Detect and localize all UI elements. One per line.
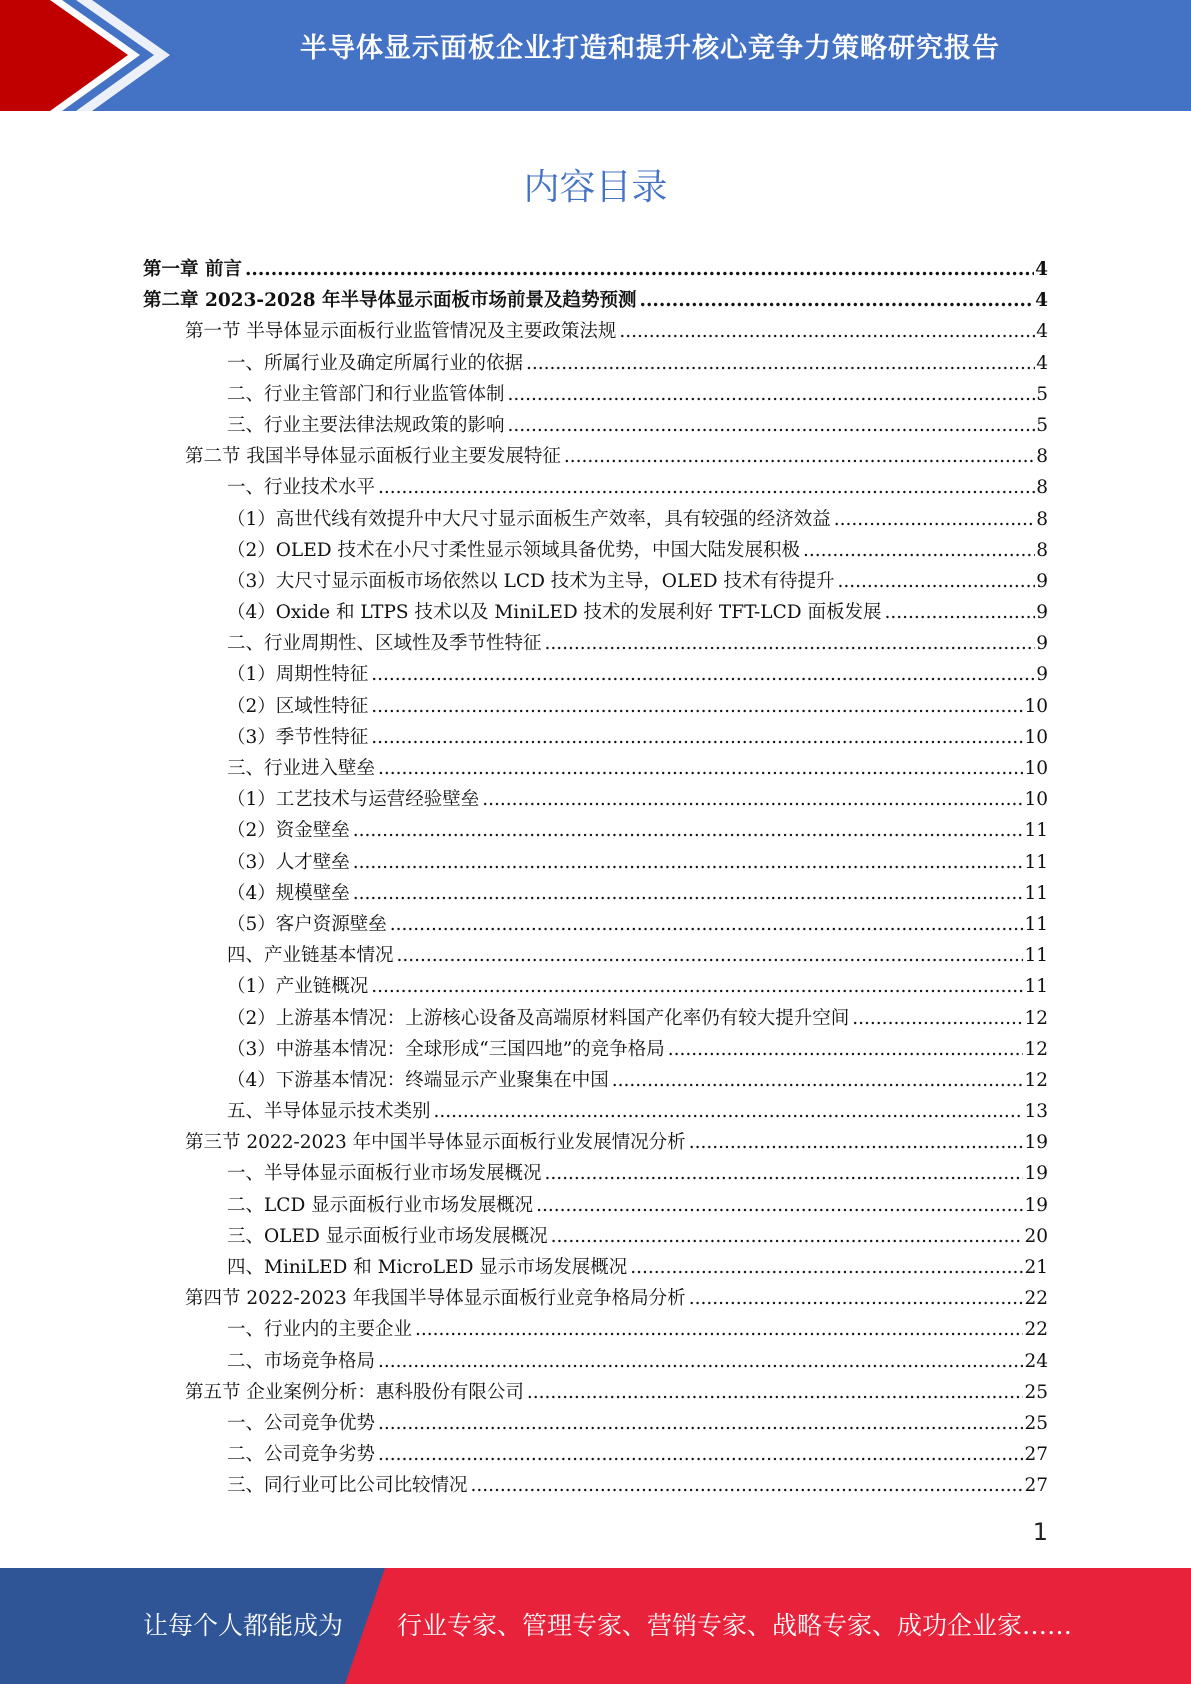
toc-entry-page: 11 <box>1024 820 1048 842</box>
toc-entry-page: 25 <box>1024 1412 1048 1434</box>
toc-entry-title: （2）上游基本情况：上游核心设备及高端原材料国产化率仍有较大提升空间 <box>227 1007 850 1029</box>
toc-entry[interactable] <box>143 472 1048 503</box>
toc-entry[interactable] <box>143 1283 1048 1314</box>
toc-entry-title: （4）Oxide 和 LTPS 技术以及 MiniLED 技术的发展利好 TFT-LCD 面板发展 <box>227 602 882 624</box>
toc-dot-leader <box>689 1283 1024 1314</box>
toc-entry[interactable] <box>143 285 1048 316</box>
toc-entry-page: 9 <box>1036 633 1048 655</box>
toc-entry[interactable] <box>143 566 1048 597</box>
toc-dot-leader <box>564 441 1035 472</box>
toc-entry-page: 4 <box>1035 259 1048 280</box>
toc-entry-page: 10 <box>1024 758 1048 779</box>
toc-entry[interactable] <box>143 847 1048 878</box>
toc-entry[interactable] <box>143 878 1048 909</box>
page-number: 1 <box>1032 1518 1048 1546</box>
toc-entry-page: 11 <box>1024 882 1048 904</box>
toc-entry-title: 一、行业技术水平 <box>227 477 376 499</box>
toc-entry-page: 19 <box>1024 1163 1048 1185</box>
toc-entry-page: 10 <box>1024 695 1048 717</box>
toc-entry-page: 8 <box>1036 508 1048 530</box>
toc-entry-title: 五、半导体显示技术类别 <box>227 1101 431 1123</box>
toc-entry-page: 11 <box>1024 851 1048 873</box>
toc-dot-leader <box>689 1127 1024 1158</box>
toc-dot-leader <box>353 815 1024 846</box>
toc-dot-leader <box>353 878 1024 909</box>
toc-entry[interactable] <box>143 1221 1048 1252</box>
toc-entry[interactable] <box>143 909 1048 940</box>
toc-dot-leader <box>527 1377 1024 1408</box>
toc-dot-leader <box>536 1190 1023 1221</box>
page-header <box>0 0 1191 111</box>
toc-entry-title: 第三节 2022-2023 年中国半导体显示面板行业发展情况分析 <box>185 1132 686 1154</box>
toc-dot-leader <box>852 1003 1023 1034</box>
toc-entry[interactable] <box>143 504 1048 535</box>
toc-dot-leader <box>245 254 1034 285</box>
toc-entry-title: （3）人才壁垒 <box>227 851 350 873</box>
toc-dot-leader <box>640 285 1035 316</box>
toc-heading: 内容目录 <box>523 167 668 208</box>
toc-entry-page: 10 <box>1024 726 1048 748</box>
toc-entry[interactable] <box>143 971 1048 1002</box>
toc-entry-title: 四、MiniLED 和 MicroLED 显示市场发展概况 <box>227 1257 628 1278</box>
toc-dot-leader <box>482 784 1023 815</box>
toc-entry-title: （2）资金壁垒 <box>227 820 350 842</box>
toc-entry-title: 第二章 2023-2028 年半导体显示面板市场前景及趋势预测 <box>143 290 637 312</box>
toc-entry-title: （1）产业链概况 <box>227 976 369 998</box>
toc-entry-title: 第五节 企业案例分析：惠科股份有限公司 <box>185 1381 524 1403</box>
toc-entry[interactable] <box>143 1252 1048 1283</box>
toc-entry[interactable] <box>143 348 1048 379</box>
toc-entry[interactable] <box>143 410 1048 441</box>
toc-entry[interactable] <box>143 1003 1048 1034</box>
toc-entry[interactable] <box>143 1470 1048 1501</box>
toc-entry-title: 三、行业进入壁垒 <box>227 758 376 779</box>
toc-entry-page: 11 <box>1024 945 1048 967</box>
toc-entry-title: 第四节 2022-2023 年我国半导体显示面板行业竞争格局分析 <box>185 1288 686 1310</box>
table-of-contents <box>143 254 1048 1502</box>
toc-dot-leader <box>415 1314 1023 1345</box>
toc-entry-page: 8 <box>1036 539 1048 561</box>
toc-entry-page: 4 <box>1035 290 1048 312</box>
toc-entry-title: 二、公司竞争劣势 <box>227 1444 376 1466</box>
toc-dot-leader <box>545 1158 1024 1189</box>
toc-entry-title: （4）规模壁垒 <box>227 882 350 904</box>
toc-entry[interactable] <box>143 597 1048 628</box>
toc-entry-page: 24 <box>1024 1350 1048 1372</box>
toc-entry[interactable] <box>143 659 1048 690</box>
page-footer <box>0 1568 1191 1684</box>
toc-entry-page: 27 <box>1024 1444 1048 1466</box>
toc-entry-page: 12 <box>1024 1069 1048 1091</box>
toc-dot-leader <box>545 628 1036 659</box>
toc-entry-title: （1）工艺技术与运营经验壁垒 <box>227 789 480 811</box>
toc-entry[interactable] <box>143 379 1048 410</box>
toc-dot-leader <box>834 504 1035 535</box>
toc-dot-leader <box>884 597 1035 628</box>
toc-entry[interactable] <box>143 1158 1048 1189</box>
toc-entry[interactable] <box>143 441 1048 472</box>
toc-entry-title: 一、半导体显示面板行业市场发展概况 <box>227 1163 542 1185</box>
toc-entry-page: 9 <box>1036 570 1048 592</box>
footer-slogan-right: 行业专家、管理专家、营销专家、战略专家、成功企业家…… <box>397 1611 1073 1640</box>
toc-entry-title: （3）中游基本情况：全球形成“三国四地”的竞争格局 <box>227 1038 665 1060</box>
toc-entry-title: 四、产业链基本情况 <box>227 945 394 967</box>
toc-entry[interactable] <box>143 1127 1048 1158</box>
toc-entry-title: 三、同行业可比公司比较情况 <box>227 1475 468 1497</box>
toc-entry[interactable] <box>143 1377 1048 1408</box>
toc-dot-leader <box>353 847 1024 878</box>
toc-entry-title: 二、行业主管部门和行业监管体制 <box>227 383 505 405</box>
toc-entry[interactable] <box>143 628 1048 659</box>
toc-entry-page: 9 <box>1036 664 1048 686</box>
toc-entry-title: （1）高世代线有效提升中大尺寸显示面板生产效率，具有较强的经济效益 <box>227 508 831 530</box>
toc-entry-page: 4 <box>1036 321 1048 343</box>
toc-dot-leader <box>803 535 1035 566</box>
toc-entry-page: 9 <box>1036 602 1048 624</box>
toc-entry-title: 二、市场竞争格局 <box>227 1350 376 1372</box>
toc-entry-title: （3）季节性特征 <box>227 726 369 748</box>
toc-entry[interactable] <box>143 535 1048 566</box>
toc-dot-leader <box>612 1065 1024 1096</box>
report-title: 半导体显示面板企业打造和提升核心竞争力策略研究报告 <box>300 33 1000 64</box>
toc-entry-page: 11 <box>1024 976 1048 998</box>
toc-entry-title: 第一章 前言 <box>143 259 242 280</box>
toc-entry-page: 19 <box>1024 1194 1048 1216</box>
toc-entry-page: 8 <box>1036 477 1048 499</box>
toc-entry-title: （4）下游基本情况：终端显示产业聚集在中国 <box>227 1069 609 1091</box>
toc-dot-leader <box>434 1096 1024 1127</box>
toc-dot-leader <box>378 753 1023 784</box>
toc-dot-leader <box>390 909 1024 940</box>
toc-entry-title: 第二节 我国半导体显示面板行业主要发展特征 <box>185 446 561 468</box>
toc-entry[interactable] <box>143 1065 1048 1096</box>
toc-entry-page: 4 <box>1036 352 1048 374</box>
toc-entry-page: 5 <box>1036 414 1048 436</box>
toc-entry-title: 三、OLED 显示面板行业市场发展概况 <box>227 1225 548 1247</box>
toc-entry-title: 一、行业内的主要企业 <box>227 1319 413 1341</box>
toc-entry[interactable] <box>143 1346 1048 1377</box>
toc-dot-leader <box>630 1252 1023 1283</box>
toc-entry-page: 25 <box>1024 1381 1048 1403</box>
toc-entry-page: 5 <box>1036 383 1048 405</box>
toc-dot-leader <box>837 566 1035 597</box>
toc-entry[interactable] <box>143 316 1048 347</box>
toc-entry-page: 19 <box>1024 1132 1048 1154</box>
toc-entry-page: 21 <box>1024 1257 1048 1278</box>
toc-dot-leader <box>371 691 1023 722</box>
toc-dot-leader <box>397 940 1024 971</box>
toc-entry[interactable] <box>143 815 1048 846</box>
toc-entry-page: 10 <box>1024 789 1048 811</box>
toc-entry-title: 第一节 半导体显示面板行业监管情况及主要政策法规 <box>185 321 617 343</box>
toc-dot-leader <box>371 659 1035 690</box>
toc-entry[interactable] <box>143 1190 1048 1221</box>
footer-slogan-left: 让每个人都能成为 <box>143 1611 344 1640</box>
toc-entry-title: （2）区域性特征 <box>227 695 369 717</box>
toc-entry-title: （5）客户资源壁垒 <box>227 913 387 935</box>
toc-dot-leader <box>526 348 1035 379</box>
toc-entry-title: 二、行业周期性、区域性及季节性特征 <box>227 633 542 655</box>
toc-entry-title: （3）大尺寸显示面板市场依然以 LCD 技术为主导，OLED 技术有待提升 <box>227 570 835 592</box>
toc-entry[interactable] <box>143 940 1048 971</box>
toc-dot-leader <box>378 1439 1023 1470</box>
toc-entry[interactable] <box>143 254 1048 285</box>
toc-dot-leader <box>471 1470 1024 1501</box>
toc-entry[interactable] <box>143 784 1048 815</box>
toc-dot-leader <box>371 971 1023 1002</box>
toc-entry-title: 一、公司竞争优势 <box>227 1412 376 1434</box>
toc-dot-leader <box>508 410 1036 441</box>
toc-entry[interactable] <box>143 691 1048 722</box>
toc-dot-leader <box>378 1408 1023 1439</box>
toc-dot-leader <box>668 1034 1024 1065</box>
toc-entry[interactable] <box>143 1096 1048 1127</box>
toc-entry-page: 22 <box>1024 1319 1048 1341</box>
toc-entry-page: 11 <box>1024 913 1048 935</box>
toc-entry-title: （1）周期性特征 <box>227 664 369 686</box>
toc-dot-leader <box>619 316 1035 347</box>
toc-entry[interactable] <box>143 1439 1048 1470</box>
toc-entry-title: （2）OLED 技术在小尺寸柔性显示领域具备优势，中国大陆发展积极 <box>227 539 800 561</box>
toc-entry-title: 一、所属行业及确定所属行业的依据 <box>227 352 524 374</box>
toc-entry[interactable] <box>143 753 1048 784</box>
toc-entry-page: 12 <box>1024 1007 1048 1029</box>
toc-dot-leader <box>551 1221 1024 1252</box>
toc-entry-page: 12 <box>1024 1038 1048 1060</box>
toc-entry-page: 13 <box>1024 1101 1048 1123</box>
toc-entry-page: 22 <box>1024 1288 1048 1310</box>
toc-entry-title: 二、LCD 显示面板行业市场发展概况 <box>227 1194 534 1216</box>
toc-entry[interactable] <box>143 1408 1048 1439</box>
toc-dot-leader <box>371 722 1023 753</box>
toc-entry-page: 20 <box>1024 1225 1048 1247</box>
toc-entry[interactable] <box>143 722 1048 753</box>
toc-entry-page: 27 <box>1024 1475 1048 1497</box>
toc-dot-leader <box>508 379 1036 410</box>
toc-entry[interactable] <box>143 1034 1048 1065</box>
toc-entry-page: 8 <box>1036 446 1048 468</box>
toc-dot-leader <box>378 472 1035 503</box>
toc-dot-leader <box>378 1346 1023 1377</box>
toc-entry[interactable] <box>143 1314 1048 1345</box>
toc-entry-title: 三、行业主要法律法规政策的影响 <box>227 414 505 436</box>
